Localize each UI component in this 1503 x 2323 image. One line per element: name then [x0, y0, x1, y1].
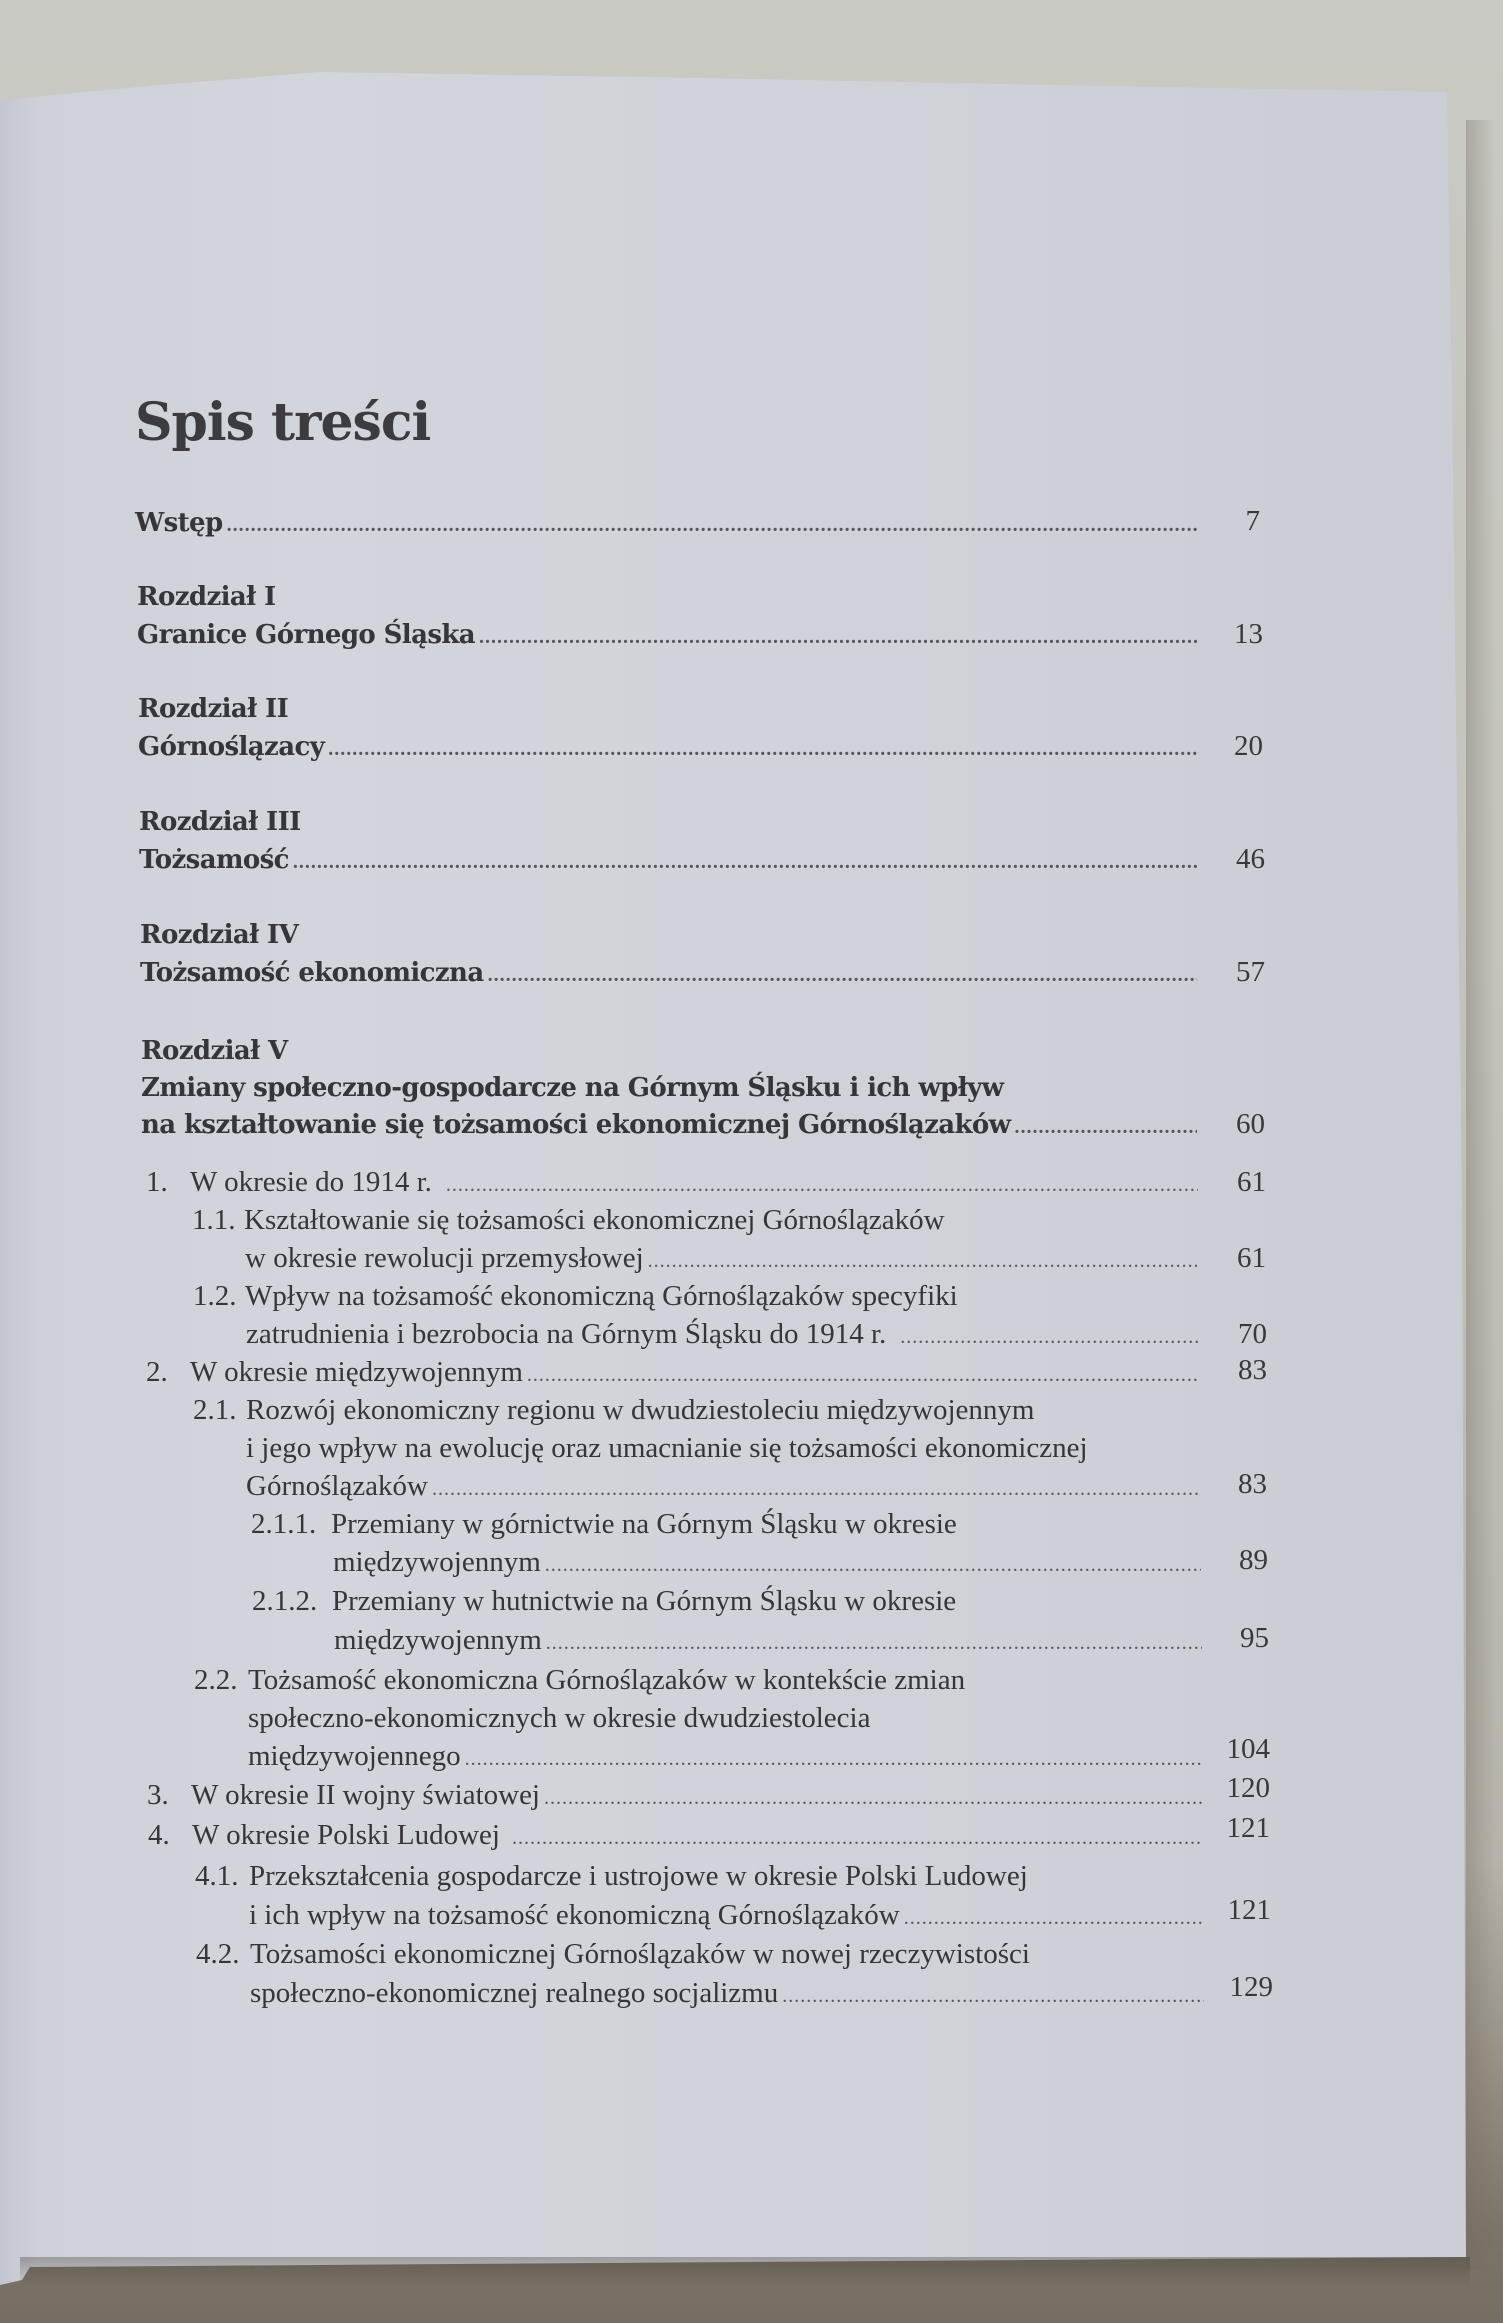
leader-dots: [544, 1787, 1202, 1810]
toc-page-number: 57: [1236, 956, 1265, 988]
toc-section-1-1-line: [192, 1204, 945, 1237]
section-title-cont: społeczno-ekonomicznych w okresie dwudziestolecia: [248, 1702, 871, 1734]
leader-dots: [1014, 1116, 1197, 1139]
toc-entry-chapter-4[interactable]: [140, 958, 1205, 988]
section-title: Rozwój ekonomiczny regionu w dwudziestoleciu międzywojennym: [246, 1394, 1035, 1426]
section-number: 3.: [147, 1779, 169, 1811]
section-title: Przekształcenia gospodarcze i ustrojowe w okresie Polski Ludowej: [249, 1860, 1028, 1892]
toc-page-number: 20: [1234, 730, 1263, 762]
section-number: 4.: [148, 1819, 170, 1851]
toc-entry-intro[interactable]: [135, 508, 1205, 538]
toc-section-2-1-2[interactable]: [334, 1624, 1210, 1657]
section-title-cont: społeczno-ekonomicznej realnego socjalizmu: [250, 1977, 779, 2009]
chapter-label: Rozdział IV: [140, 920, 299, 950]
toc-entry-title: Górnoślązacy: [138, 732, 325, 762]
section-title: W okresie międzywojennym: [190, 1356, 523, 1388]
toc-page-number: 13: [1234, 618, 1263, 650]
leader-dots: [488, 964, 1197, 987]
section-number: 2.1.2.: [252, 1585, 318, 1617]
toc-section-2-1-line: [193, 1394, 1034, 1427]
toc-page-number: 121: [1226, 1812, 1270, 1844]
toc-section-4-1-line: [195, 1860, 1028, 1893]
toc-section-3[interactable]: [147, 1779, 1210, 1812]
toc-section-2[interactable]: [146, 1356, 1206, 1389]
toc-page-number: 121: [1227, 1894, 1271, 1926]
page-bottom-shadow: [20, 2257, 1470, 2287]
toc-page-number: 61: [1237, 1166, 1266, 1198]
section-title: Kształtowanie się tożsamości ekonomicznej Górnoślązaków: [244, 1204, 945, 1236]
toc-entry-title: Wstęp: [135, 508, 223, 538]
leader-dots: [512, 1827, 1202, 1850]
toc-page-number: 89: [1239, 1544, 1268, 1576]
toc-entry-title: Granice Górnego Śląska: [137, 620, 476, 650]
toc-section-1[interactable]: [146, 1166, 1206, 1199]
toc-section-2-1[interactable]: [246, 1470, 1208, 1503]
section-number: 1.1.: [192, 1204, 236, 1236]
section-title: Tożsamość ekonomiczna Górnoślązaków w kontekście zmian: [248, 1664, 966, 1696]
section-number: 2.: [146, 1356, 168, 1388]
section-title-cont: zatrudnienia i bezrobocia na Górnym Śląsku do 1914 r.: [246, 1318, 887, 1350]
toc-section-4-2[interactable]: [250, 1977, 1212, 2010]
toc-page-number: 120: [1226, 1772, 1270, 1804]
toc-page-number: 95: [1240, 1622, 1269, 1654]
toc-section-2-2[interactable]: [248, 1740, 1210, 1773]
page-title: Spis treści: [135, 392, 431, 453]
section-number: 2.1.: [193, 1394, 237, 1426]
leader-dots: [479, 626, 1197, 649]
toc-page-number: 129: [1229, 1971, 1273, 2003]
toc-section-2-1-line: [246, 1432, 1088, 1465]
leader-dots: [900, 1326, 1198, 1349]
toc-section-4-1[interactable]: [249, 1899, 1211, 1932]
leader-dots: [546, 1632, 1202, 1655]
leader-dots: [782, 1985, 1204, 2008]
section-number: 4.1.: [195, 1860, 239, 1892]
section-title-cont: międzywojennego: [248, 1740, 461, 1772]
leader-dots: [904, 1907, 1203, 1930]
section-title: Przemiany w górnictwie na Górnym Śląsku w okresie: [331, 1508, 957, 1540]
section-number: 4.2.: [196, 1938, 240, 1970]
section-number: 1.: [146, 1166, 168, 1198]
section-title: Tożsamości ekonomicznej Górnoślązaków w nowej rzeczywistości: [250, 1938, 1030, 1970]
section-title: Przemiany w hutnictwie na Górnym Śląsku w okresie: [332, 1585, 957, 1617]
chapter-label: Rozdział V: [141, 1036, 288, 1066]
section-title-cont: i ich wpływ na tożsamość ekonomiczną Górnoślązaków: [249, 1899, 900, 1931]
section-title-cont: Górnoślązaków: [246, 1470, 429, 1502]
toc-page-number: 7: [1245, 505, 1260, 537]
section-title: W okresie Polski Ludowej: [192, 1819, 500, 1851]
leader-dots: [527, 1364, 1198, 1387]
section-number: 2.1.1.: [251, 1508, 317, 1540]
toc-section-2-2-line: [248, 1702, 870, 1735]
toc-page-number: 83: [1238, 1468, 1267, 1500]
section-title-cont: w okresie rewolucji przemysłowej: [245, 1242, 644, 1274]
toc-section-4-2-line: [196, 1938, 1030, 1971]
leader-dots: [432, 1478, 1200, 1501]
toc-section-2-2-line: [194, 1664, 965, 1697]
leader-dots: [648, 1250, 1197, 1273]
toc-page-number: 60: [1236, 1108, 1265, 1140]
toc-section-2-1-2-line: [252, 1585, 956, 1618]
leader-dots: [227, 514, 1197, 537]
leader-dots: [293, 851, 1197, 874]
toc-section-2-1-1-line: [251, 1508, 957, 1541]
toc-section-1-2-line: [193, 1280, 958, 1313]
toc-section-1-2[interactable]: [246, 1318, 1206, 1351]
leader-dots: [328, 738, 1197, 761]
toc-entry-title: Tożsamość: [139, 845, 289, 875]
toc-entry-chapter-2[interactable]: [138, 732, 1205, 762]
section-title-cont: i jego wpływ na ewolucję oraz umacnianie się tożsamości ekonomicznej: [246, 1432, 1088, 1464]
page-edge-shadow: [1466, 120, 1496, 2270]
toc-entry-chapter-1[interactable]: [137, 620, 1205, 650]
toc-section-2-1-1[interactable]: [333, 1546, 1209, 1579]
leader-dots: [465, 1748, 1202, 1771]
toc-section-1-1[interactable]: [245, 1242, 1205, 1275]
section-title: Wpływ na tożsamość ekonomiczną Górnoślązaków specyfiki: [245, 1280, 958, 1312]
toc-entry-chapter-3[interactable]: [139, 845, 1205, 875]
toc-page-number: 46: [1236, 843, 1265, 875]
toc-page-number: 104: [1226, 1733, 1270, 1765]
toc-entry-title: Tożsamość ekonomiczna: [140, 958, 484, 988]
chapter-label: Rozdział II: [138, 694, 289, 724]
toc-entry-title: na kształtowanie się tożsamości ekonomicznej Górnoślązaków: [141, 1110, 1011, 1140]
toc-page-number: 70: [1238, 1318, 1267, 1350]
toc-page-number: 83: [1238, 1354, 1267, 1386]
section-number: 2.2.: [194, 1664, 238, 1696]
toc-section-4[interactable]: [148, 1819, 1210, 1852]
leader-dots: [545, 1554, 1201, 1577]
chapter-label: Rozdział III: [139, 807, 301, 837]
section-title-cont: międzywojennym: [334, 1624, 542, 1656]
section-number: 1.2.: [193, 1280, 237, 1312]
section-title: W okresie II wojny światowej: [191, 1779, 540, 1811]
section-title-cont: międzywojennym: [333, 1546, 541, 1578]
section-title: W okresie do 1914 r.: [190, 1166, 432, 1198]
leader-dots: [446, 1174, 1198, 1197]
toc-entry-chapter-5[interactable]: [141, 1110, 1205, 1140]
chapter-label: Rozdział I: [137, 582, 276, 612]
toc-entry-title-line: Zmiany społeczno-gospodarcze na Górnym Śląsku i ich wpływ: [141, 1073, 1004, 1103]
toc-page-number: 61: [1237, 1242, 1266, 1274]
